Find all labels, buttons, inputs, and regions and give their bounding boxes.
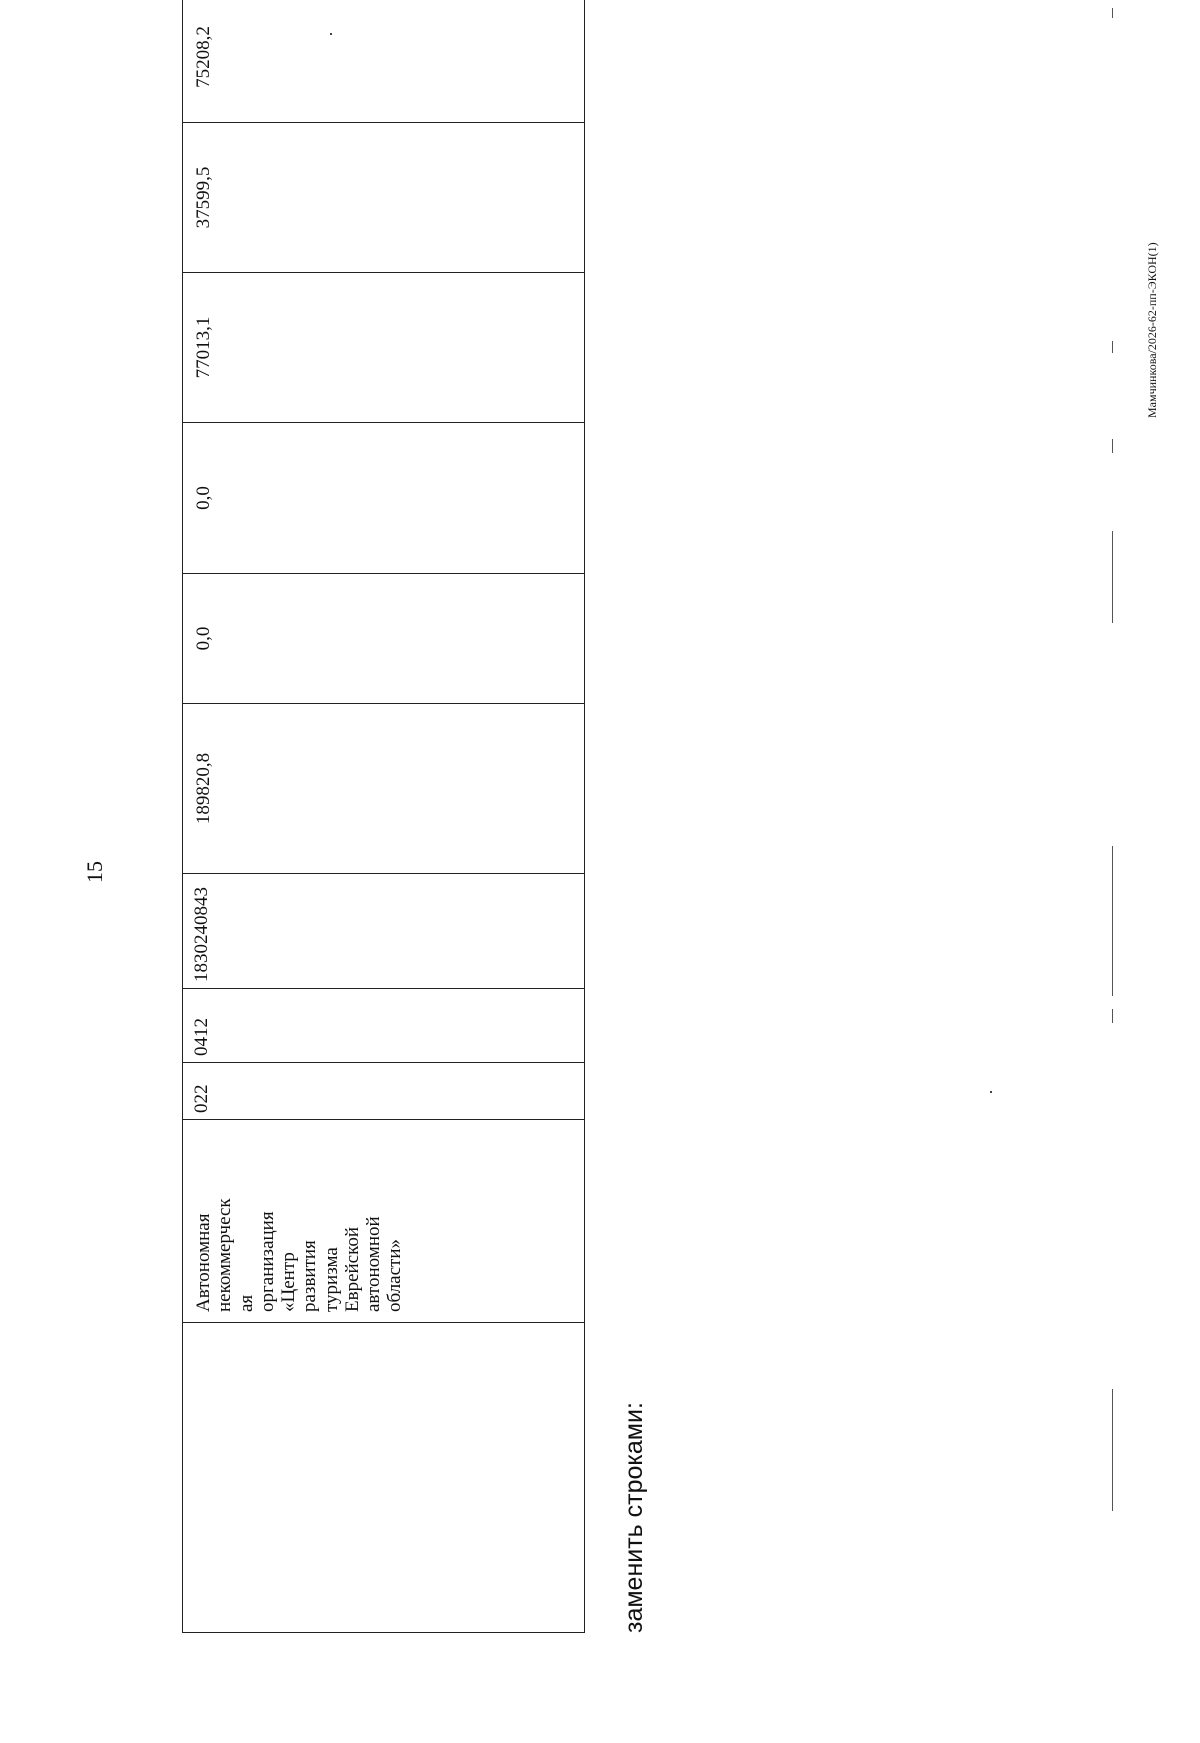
value-cell: 37599,5 (183, 123, 585, 273)
organization-name-line: Автономная (193, 1213, 214, 1312)
organization-name-line: туризма (320, 1247, 342, 1312)
value-cell: 0,0 (183, 574, 585, 704)
value-cell: 0,0 (183, 423, 585, 574)
table-row (183, 0, 585, 1633)
organization-name-line: некоммерческ (214, 1198, 236, 1312)
organization-name-line: развития (299, 1240, 321, 1312)
scan-artifact-line (1112, 439, 1113, 453)
organization-name-line: организация (256, 1211, 278, 1312)
value-cell: 75208,2 (183, 0, 585, 123)
value-cell: 77013,1 (183, 273, 585, 423)
budget-table (182, 0, 585, 1633)
table-cell-index (183, 1323, 585, 1633)
scan-artifact-line (1112, 1389, 1113, 1511)
scan-artifact-line (1112, 846, 1113, 996)
scan-artifact-line (1112, 531, 1113, 623)
scan-artifact-dot (330, 33, 332, 35)
scan-artifact-line (1112, 1009, 1113, 1023)
ministry-code-cell: 022 (183, 1063, 585, 1120)
organization-name-line: ая (235, 1294, 257, 1312)
target-article-code-cell: 1830240843 (183, 874, 585, 989)
document-reference: Мамчинкова/2026-62-пп-ЭКОН(1) (1145, 242, 1159, 418)
organization-name-line: области» (384, 1238, 406, 1312)
scan-artifact-line (1112, 341, 1113, 353)
scan-artifact-dot (990, 1091, 992, 1093)
organization-name-line: Еврейской (341, 1226, 363, 1312)
page-number: 15 (82, 861, 107, 883)
organization-name-line: автономной (363, 1216, 385, 1312)
section-code-cell: 0412 (183, 989, 585, 1063)
organization-name-line: «Центр (278, 1252, 300, 1312)
replace-instruction: заменить строками: (620, 1402, 648, 1633)
organization-name-cell (183, 1120, 585, 1323)
scan-artifact-line (1112, 8, 1113, 18)
value-cell: 189820,8 (183, 704, 585, 874)
